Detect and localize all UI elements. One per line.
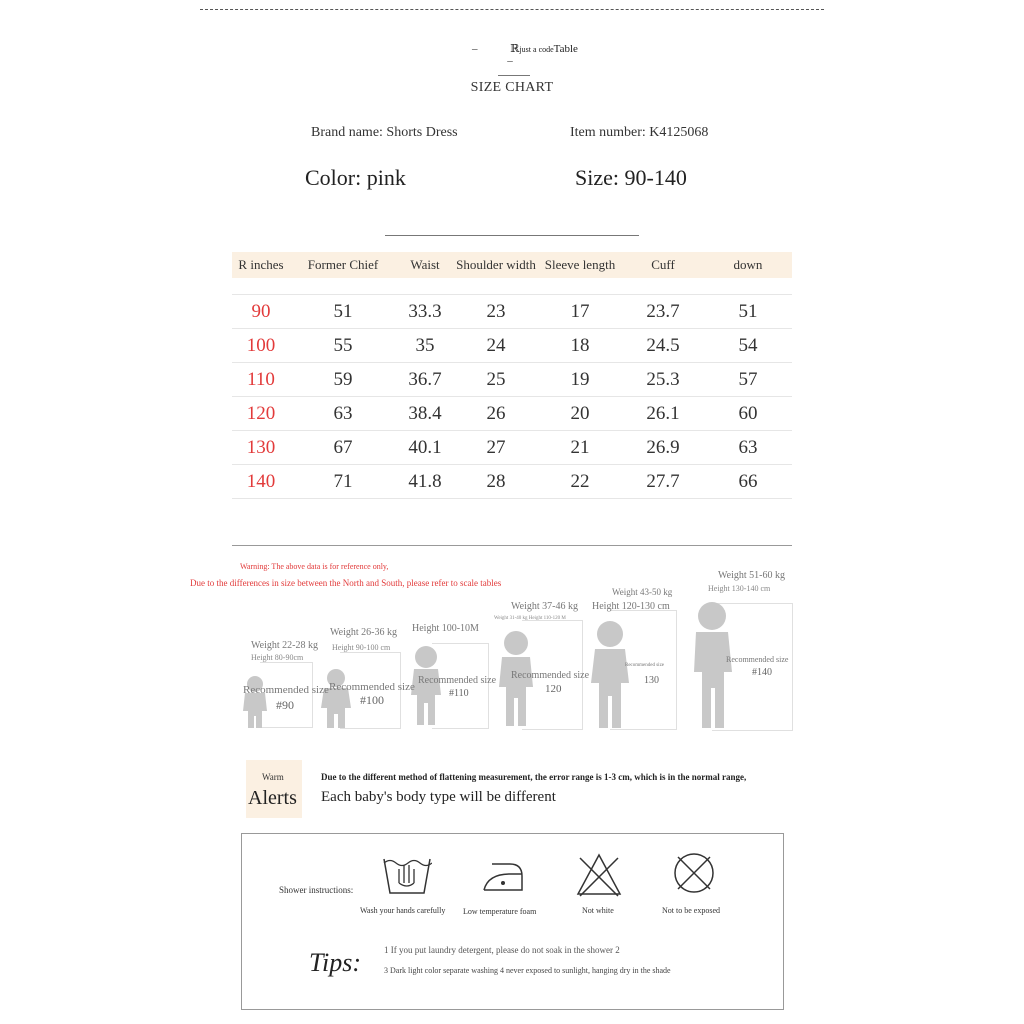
- table-cell: 67: [290, 431, 396, 465]
- no-sun-label: Not to be exposed: [662, 906, 720, 915]
- table-cell: 33.3: [396, 295, 454, 329]
- logo-mark: ℝ: [510, 43, 520, 55]
- brand-name: Brand name: Shorts Dress: [311, 125, 458, 140]
- table-row: [232, 295, 792, 329]
- figure-recommended: Recommended size: [726, 655, 789, 664]
- header-cell: Waist: [396, 252, 454, 278]
- size-cell: 120: [232, 397, 290, 431]
- figure-weight: Weight 22-28 kg: [251, 640, 318, 651]
- figure-weight: Weight 26-36 kg: [330, 627, 397, 638]
- warning-text: Warning: The above data is for reference only,: [240, 562, 389, 571]
- table-cell: 59: [290, 363, 396, 397]
- left-dash: –: [472, 43, 478, 55]
- table-cell: 24.5: [622, 329, 704, 363]
- table-cell: 35: [396, 329, 454, 363]
- size-cell: 130: [232, 431, 290, 465]
- hand-wash-label: Wash your hands carefully: [360, 906, 446, 915]
- table-cell: 23.7: [622, 295, 704, 329]
- header-cell: Sleeve length: [538, 252, 622, 278]
- table-header-row: [232, 252, 792, 278]
- table-cell: 71: [290, 465, 396, 499]
- table-cell: 24: [454, 329, 538, 363]
- table-cell: 28: [454, 465, 538, 499]
- figure-weight: Height 100-10M: [412, 623, 479, 634]
- table-cell: 18: [538, 329, 622, 363]
- child-silhouette-icon: [690, 600, 734, 730]
- table-cell: 27: [454, 431, 538, 465]
- header-cell: R inches: [232, 252, 290, 278]
- alerts-note: Due to the different method of flattening measurement, the error range is 1-3 cm, which is in the normal range,: [321, 772, 747, 782]
- alerts-title: Alerts: [248, 787, 297, 809]
- size-cell: 140: [232, 465, 290, 499]
- table-row: [232, 363, 792, 397]
- table-cell: 23: [454, 295, 538, 329]
- section-divider: [385, 235, 639, 236]
- color-label: Color: pink: [305, 165, 406, 190]
- figure-height: Weight 31-40 kg Height 110-120 M: [494, 616, 566, 621]
- table-row: [232, 431, 792, 465]
- figure-size: 130: [644, 675, 659, 686]
- table-cell: 60: [704, 397, 792, 431]
- alerts-warm: Warm: [262, 772, 284, 782]
- table-cell: 63: [290, 397, 396, 431]
- figure-size: #140: [752, 667, 772, 678]
- size-cell: 90: [232, 295, 290, 329]
- header-cell: Shoulder width: [454, 252, 538, 278]
- logo-underline: [498, 75, 530, 76]
- table-cell: 26: [454, 397, 538, 431]
- logo-text: Table: [553, 43, 578, 55]
- figure-size: #110: [449, 688, 469, 699]
- low-iron-icon: [482, 860, 524, 894]
- figure-height: Height 90-100 cm: [332, 643, 391, 652]
- figure-recommended: Recommended size: [418, 675, 497, 686]
- table-cell: 40.1: [396, 431, 454, 465]
- table-cell: 27.7: [622, 465, 704, 499]
- table-row: [232, 397, 792, 431]
- table-cell: 20: [538, 397, 622, 431]
- table-cell: 51: [290, 295, 396, 329]
- item-number: Item number: K4125068: [570, 125, 709, 140]
- table-cell: 22: [538, 465, 622, 499]
- header-cell: Cuff: [622, 252, 704, 278]
- figure-height: Height 80-90cm: [251, 653, 304, 662]
- header-cell: Former Chief: [290, 252, 396, 278]
- top-dashed-divider: [200, 9, 824, 10]
- hand-wash-icon: [382, 853, 432, 897]
- logo-small: just a code: [519, 45, 554, 54]
- shower-instructions-label: Shower instructions:: [279, 885, 354, 895]
- logo: [510, 43, 578, 55]
- figure-size: #90: [276, 698, 294, 712]
- figure-size: #100: [360, 693, 384, 707]
- table-row: [232, 329, 792, 363]
- table-cell: 25.3: [622, 363, 704, 397]
- no-sun-icon: [671, 850, 717, 896]
- table-cell: 38.4: [396, 397, 454, 431]
- tip-line: 1 If you put laundry detergent, please do not soak in the shower 2: [384, 945, 620, 955]
- alerts-note: Each baby's body type will be different: [321, 789, 556, 805]
- table-cell: 41.8: [396, 465, 454, 499]
- table-cell: 17: [538, 295, 622, 329]
- spacer-row: [232, 278, 792, 295]
- warning-text: Due to the differences in size between the North and South, please refer to scale tables: [190, 578, 502, 588]
- header-cell: down: [704, 252, 792, 278]
- tip-line: 3 Dark light color separate washing 4 never exposed to sunlight, hanging dry in the shade: [384, 966, 671, 975]
- table-cell: 21: [538, 431, 622, 465]
- figure-height: Height 130-140 cm: [708, 584, 771, 593]
- no-bleach-icon: [576, 852, 622, 898]
- section-divider: [232, 545, 792, 546]
- table-cell: 19: [538, 363, 622, 397]
- size-cell: 110: [232, 363, 290, 397]
- table-cell: 66: [704, 465, 792, 499]
- logo-row: [420, 42, 600, 67]
- right-dash: –: [507, 55, 513, 67]
- figure-size: 120: [545, 683, 562, 695]
- table-cell: 55: [290, 329, 396, 363]
- table-row: [232, 465, 792, 499]
- figure-weight: Weight 37-46 kg: [511, 601, 578, 612]
- figure-recommended: Recommended size: [329, 681, 415, 693]
- table-cell: 26.1: [622, 397, 704, 431]
- size-cell: 100: [232, 329, 290, 363]
- figure-recommended: Recommended size: [625, 663, 665, 668]
- table-cell: 25: [454, 363, 538, 397]
- figure-weight: Weight 43-50 kg: [612, 587, 673, 597]
- table-cell: 51: [704, 295, 792, 329]
- size-label: Size: 90-140: [575, 165, 687, 190]
- size-table: [232, 252, 792, 499]
- low-iron-label: Low temperature foam: [463, 907, 537, 916]
- no-bleach-label: Not white: [582, 906, 614, 915]
- table-cell: 54: [704, 329, 792, 363]
- table-cell: 36.7: [396, 363, 454, 397]
- page-title: SIZE CHART: [470, 80, 554, 95]
- figure-recommended: Recommended size: [243, 684, 329, 696]
- table-cell: 26.9: [622, 431, 704, 465]
- child-silhouette-icon: [318, 668, 354, 730]
- figure-weight: Weight 51-60 kg: [718, 570, 785, 581]
- table-cell: 63: [704, 431, 792, 465]
- figure-recommended: Recommended size: [511, 670, 590, 681]
- child-silhouette-icon: [588, 620, 632, 730]
- tips-title: Tips:: [309, 948, 362, 977]
- table-cell: 57: [704, 363, 792, 397]
- figure-height: Height 120-130 cm: [592, 601, 670, 612]
